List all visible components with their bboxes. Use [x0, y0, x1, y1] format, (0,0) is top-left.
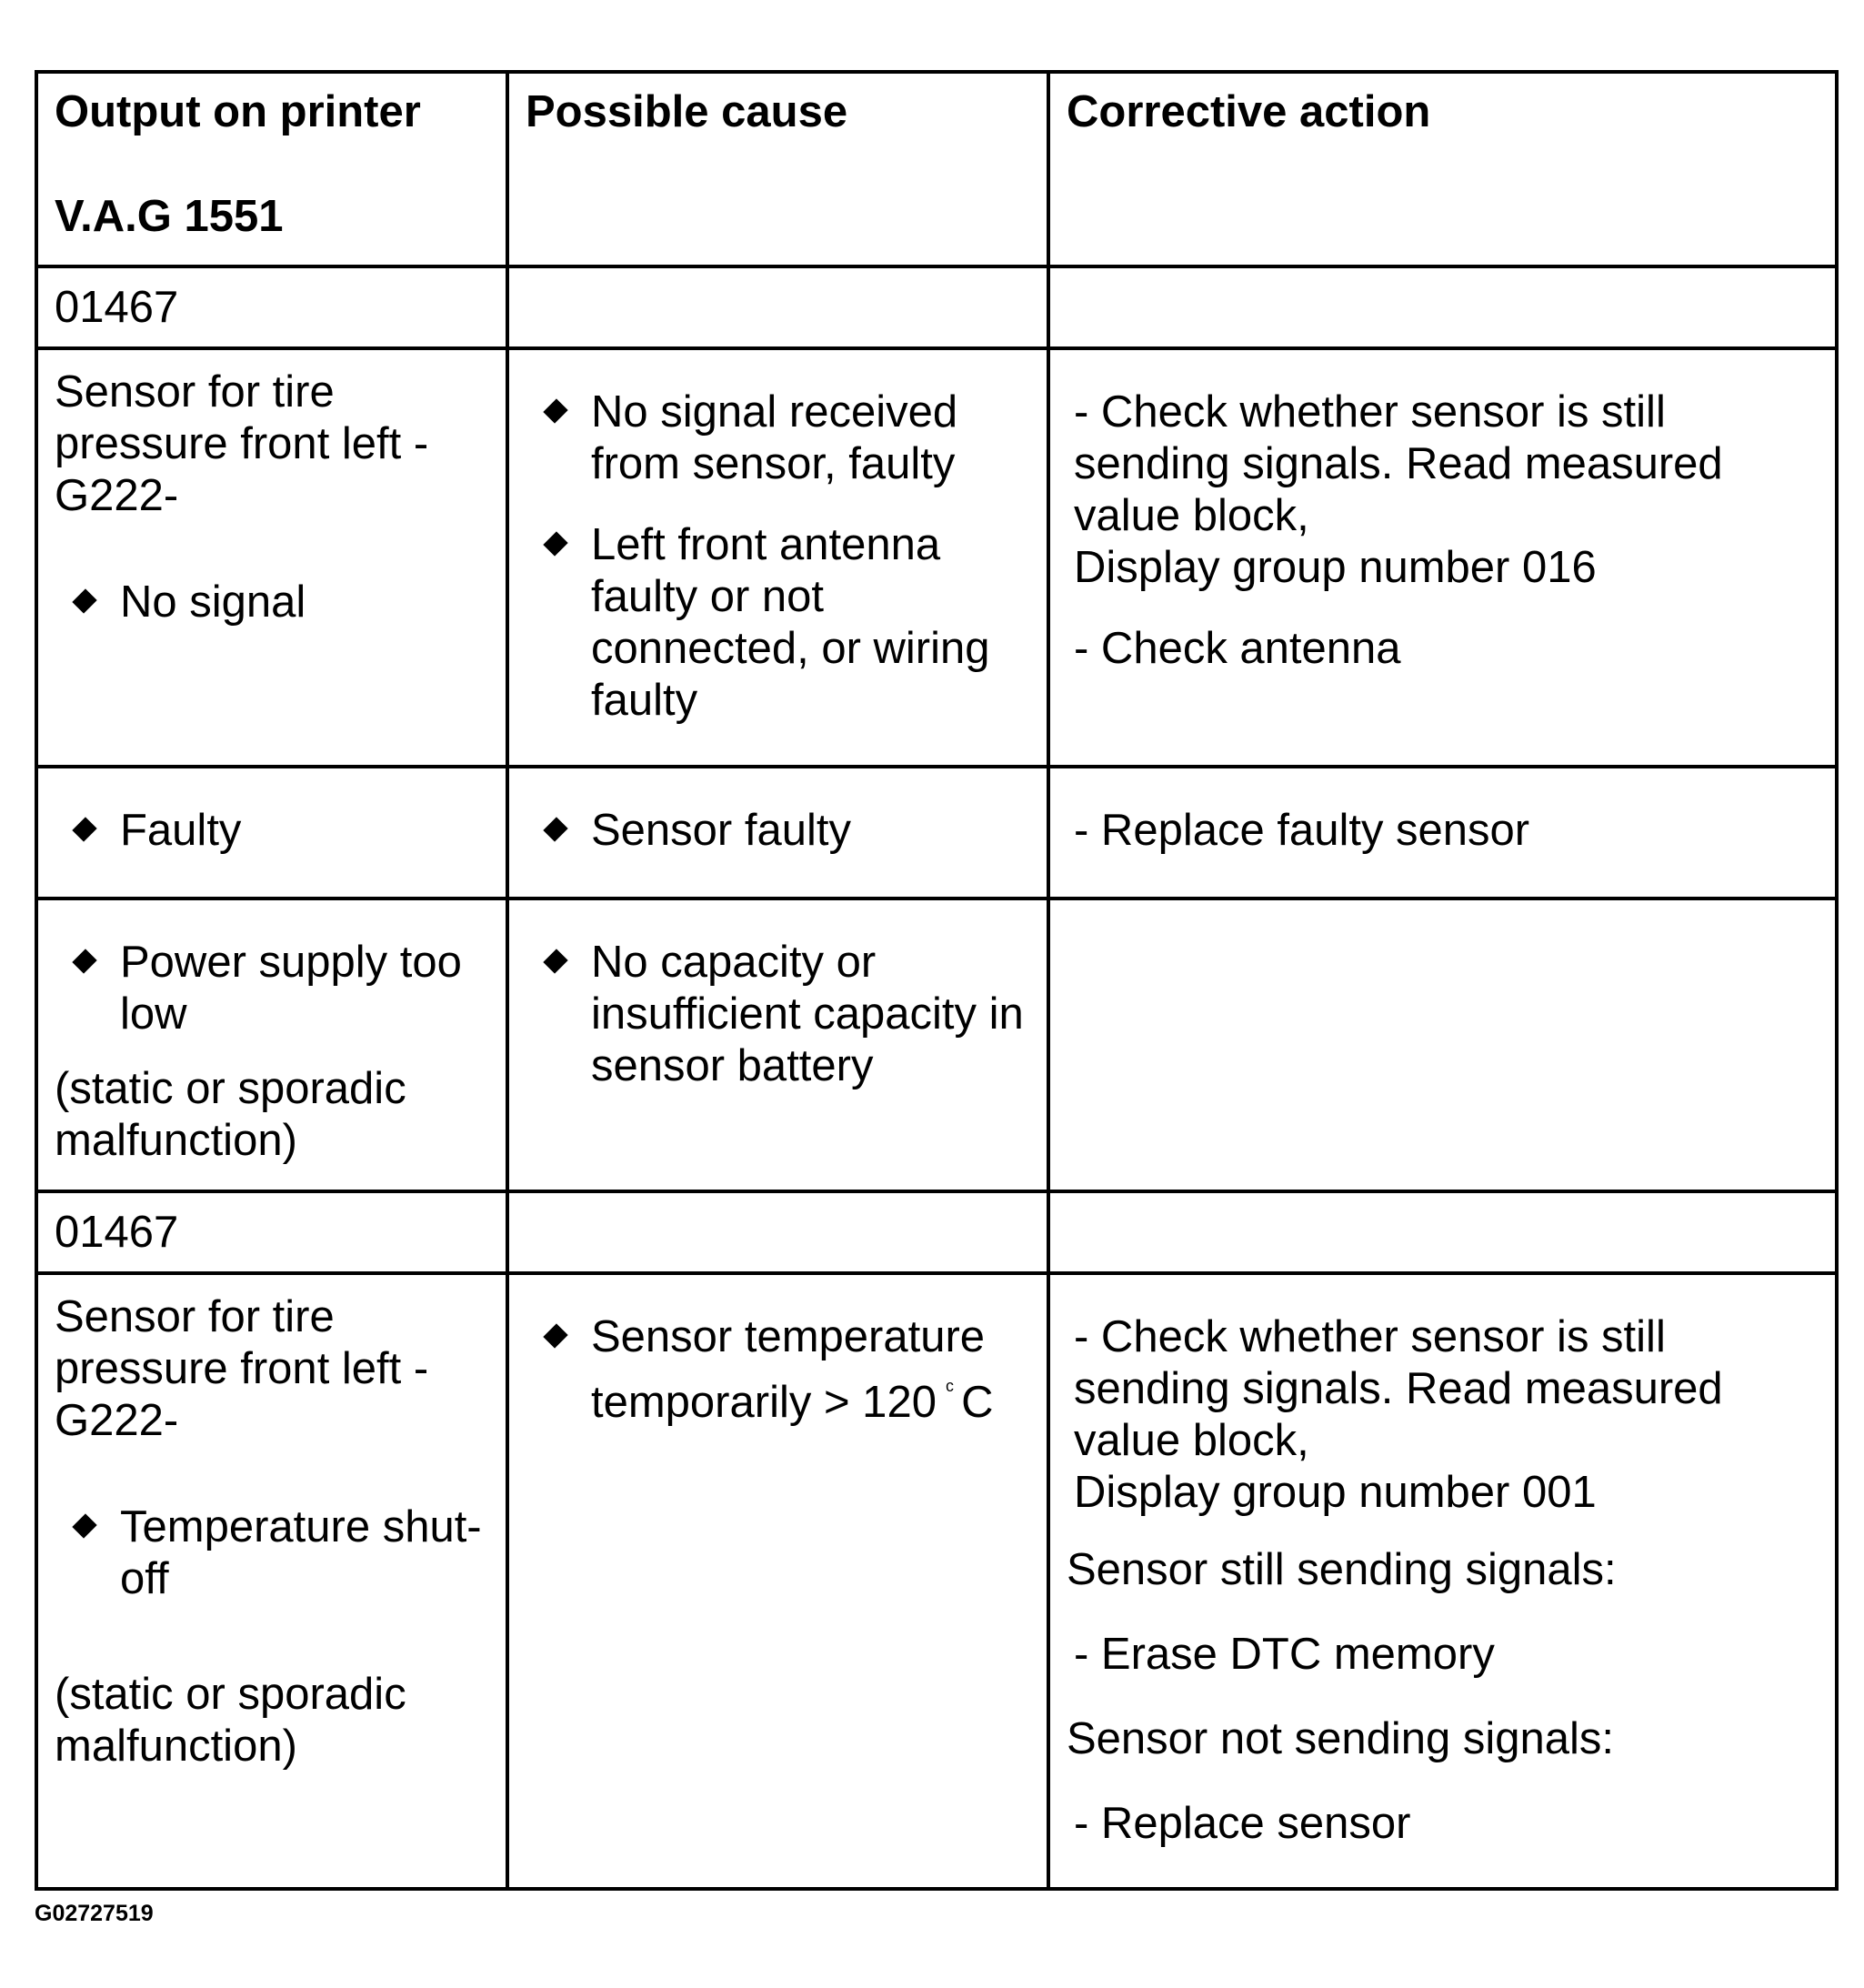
- table-row: [36, 266, 1837, 348]
- diamond-bullet-icon: [543, 817, 567, 841]
- output-cell: [36, 1273, 507, 1889]
- table-row: [36, 767, 1837, 899]
- degree-mark: ᶜ: [945, 1375, 955, 1402]
- cause-cell: [507, 1273, 1048, 1889]
- diamond-bullet-icon: [72, 817, 96, 841]
- dtc-code: 01467: [55, 283, 179, 332]
- output-line: pressure front left -: [55, 419, 429, 468]
- output-note: malfunction): [55, 1722, 297, 1771]
- action-line: - Replace sensor: [1074, 1799, 1411, 1848]
- action-line: value block,: [1074, 491, 1309, 540]
- cause-bullet-item: Left front antenna faulty or not connected, or wiring faulty: [526, 519, 1034, 727]
- output-bullet-item: [55, 577, 493, 628]
- action-subheading: Sensor still sending signals:: [1067, 1545, 1617, 1594]
- action-line: sending signals. Read measured: [1074, 1364, 1723, 1413]
- output-note: malfunction): [55, 1116, 297, 1165]
- empty-cell: [1048, 899, 1837, 1191]
- action-line: - Erase DTC memory: [1074, 1630, 1495, 1679]
- cause-cell: [507, 767, 1048, 899]
- dtc-code: 01467: [55, 1208, 179, 1257]
- diamond-bullet-icon: [543, 1323, 567, 1348]
- action-subheading: Sensor not sending signals:: [1067, 1714, 1614, 1763]
- action-cell: [1048, 767, 1837, 899]
- action-cell: [1048, 1273, 1837, 1889]
- table-row: [36, 1273, 1837, 1889]
- empty-cell: [507, 1191, 1048, 1273]
- header-possible-cause: Possible cause: [507, 72, 1048, 266]
- output-cell: [36, 767, 507, 899]
- action-line: - Check whether sensor is still: [1074, 387, 1666, 437]
- cause-bullet-item: No signal received from sensor, faulty: [526, 387, 1034, 490]
- figure-id-label: G02727519: [35, 1901, 154, 1926]
- cause-cell: [507, 899, 1048, 1191]
- cause-cell: [507, 348, 1048, 767]
- table-row: [36, 899, 1837, 1191]
- output-line: Sensor for tire: [55, 1292, 335, 1341]
- output-bullet-item: Faulty: [55, 805, 493, 857]
- action-line: - Replace faulty sensor: [1074, 806, 1530, 855]
- dtc-code-cell: [36, 1191, 507, 1273]
- header-corrective-action: Corrective action: [1048, 72, 1837, 266]
- action-line: sending signals. Read measured: [1074, 439, 1723, 488]
- table-header-row: [36, 72, 1837, 266]
- empty-cell: [1048, 1191, 1837, 1273]
- action-line: Display group number 016: [1074, 543, 1597, 592]
- diamond-bullet-icon: [72, 949, 96, 973]
- action-line: Display group number 001: [1074, 1468, 1597, 1517]
- empty-cell: [1048, 266, 1837, 348]
- action-line: - Check antenna: [1074, 624, 1401, 673]
- output-bullet-item: Power supply too low: [55, 937, 493, 1040]
- dtc-code-cell: [36, 266, 507, 348]
- output-note: (static or sporadic: [55, 1064, 406, 1113]
- output-line: pressure front left -: [55, 1344, 429, 1393]
- output-line: G222-: [55, 1396, 179, 1445]
- header-output-line2: V.A.G 1551: [55, 192, 284, 241]
- action-cell: [1048, 348, 1837, 767]
- table-row: [36, 348, 1837, 767]
- diamond-bullet-icon: [543, 949, 567, 973]
- cause-bullet-item: No capacity or insufficient capacity in sensor battery: [526, 937, 1034, 1092]
- table-row: [36, 1191, 1837, 1273]
- header-output-line1: Output on printer: [55, 87, 421, 136]
- diamond-bullet-icon: [72, 588, 96, 613]
- output-note: (static or sporadic: [55, 1670, 406, 1719]
- cause-bullet-item: Sensor faulty: [526, 805, 1034, 857]
- header-output-on-printer: [36, 72, 507, 266]
- output-cell: [36, 899, 507, 1191]
- diamond-bullet-icon: [543, 531, 567, 556]
- diamond-bullet-icon: [543, 398, 567, 423]
- output-line: G222-: [55, 471, 179, 520]
- diamond-bullet-icon: [72, 1513, 96, 1538]
- output-cell: [36, 348, 507, 767]
- empty-cell: [507, 266, 1048, 348]
- cause-bullet-item: Sensor temperature temporarily > 120 $^ᶜ$ C: [526, 1311, 1034, 1429]
- output-bullet-text: No signal: [120, 577, 306, 627]
- action-line: value block,: [1074, 1416, 1309, 1465]
- diagnostic-trouble-code-table: [35, 70, 1839, 1891]
- output-line: Sensor for tire: [55, 367, 335, 417]
- action-line: - Check whether sensor is still: [1074, 1312, 1666, 1361]
- output-bullet-item: Temperature shut- off: [55, 1501, 493, 1605]
